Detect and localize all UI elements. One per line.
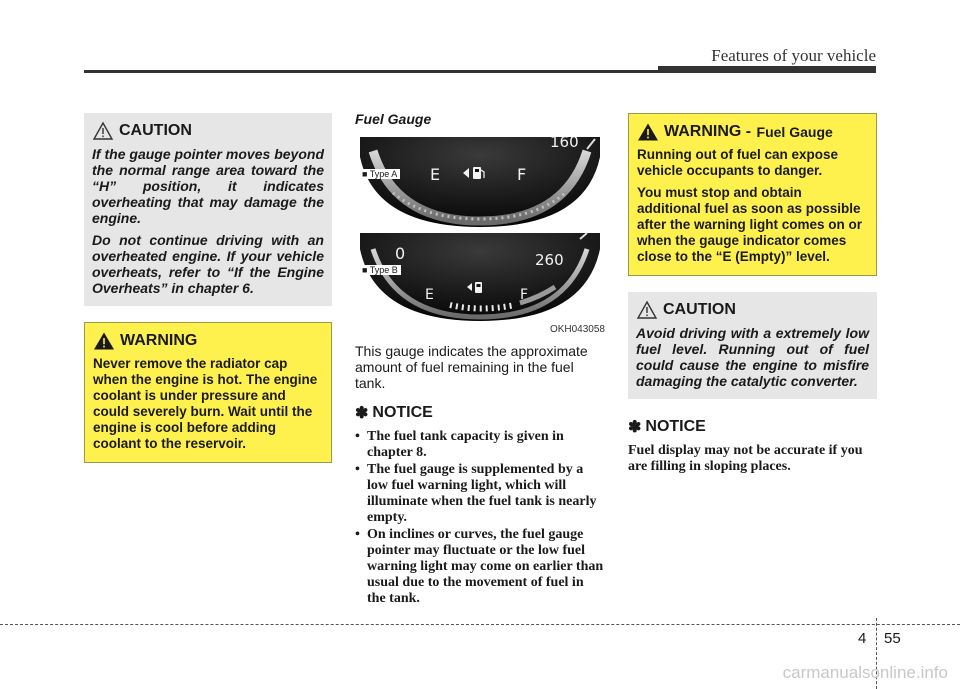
gauge-b-empty-mark: E xyxy=(425,287,434,303)
caution-title-fuel: CAUTION xyxy=(663,301,736,318)
page-number: 55 xyxy=(884,630,901,647)
notice-symbol-icon: ✽ xyxy=(628,419,642,436)
list-item: • On inclines or curves, the fuel gauge pointer may fluctuate or the low fuel warning light may come on earlier than usual due to the movement of fuel in the tank. xyxy=(355,527,605,607)
notice-list xyxy=(355,429,605,607)
fuel-gauge-illustration xyxy=(355,137,605,321)
chapter-number: 4 xyxy=(858,630,867,647)
gauge-a-empty-mark: E xyxy=(430,165,441,184)
list-item: • The fuel gauge is supplemented by a low fuel warning light, which will illuminate when the fuel tank is nearly empty. xyxy=(355,462,605,526)
caution-fuel-text: Avoid driving with a extremely low fuel level. Running out of fuel could cause the engine to misfire damaging the catalytic converter. xyxy=(636,325,869,389)
list-item: • The fuel tank capacity is given in chapter 8. xyxy=(355,429,605,461)
left-column xyxy=(84,113,332,463)
header-rule-accent xyxy=(658,66,876,73)
notice-symbol-icon: ✽ xyxy=(355,405,369,422)
footer-rule xyxy=(0,624,960,625)
notice-title-right: NOTICE xyxy=(645,418,706,435)
caution-paragraph-2: Do not continue driving with an overheated engine. If your vehicle overheats, refer to “If the Engine Overheats” in chapter 6. xyxy=(92,232,324,296)
caution-triangle-icon xyxy=(92,121,114,141)
figure-caption: OKH043058 xyxy=(549,324,605,335)
type-b-label: ■ Type B xyxy=(359,265,401,275)
watermark: carmanualsonline.info xyxy=(782,663,948,682)
caution-title: CAUTION xyxy=(119,122,192,139)
notice-text-right: Fuel display may not be accurate if you are filling in sloping places. xyxy=(628,443,863,474)
warning-fuel-paragraph-2: You must stop and obtain additional fuel as soon as possible after the warning light comes on or when the gauge indicator comes close to the “E (Empty)” level. xyxy=(637,185,863,264)
caution-box-low-fuel xyxy=(628,292,877,399)
notice-title-middle: NOTICE xyxy=(372,404,433,421)
warning-title-fuel: WARNING - xyxy=(664,123,756,140)
middle-column xyxy=(355,111,605,608)
notice-header-right xyxy=(628,417,877,437)
caution-header xyxy=(92,121,324,141)
gauge-b-zero-label: 0 xyxy=(395,244,406,263)
caution-paragraph-1: If the gauge pointer moves beyond the normal range area toward the “H” position, it indicates overheating that may damage the engine. xyxy=(92,146,324,226)
gauge-type-a xyxy=(355,137,605,227)
fuel-gauge-description: This gauge indicates the approximate amount of fuel remaining in the fuel tank. xyxy=(355,343,588,391)
warning-box-radiator xyxy=(84,322,332,463)
right-column xyxy=(628,113,877,475)
gauge-type-b xyxy=(355,233,605,321)
section-title-fuel-gauge: Fuel Gauge xyxy=(355,111,432,127)
gauge-a-speed-label: 160 xyxy=(550,137,579,151)
warning-header xyxy=(93,331,323,351)
warning-text: Never remove the radiator cap when the engine is hot. The engine coolant is under pressure and could severely burn. Wait until the engine is cool before adding coolant to the reservoir. xyxy=(93,356,318,451)
warning-fuel-paragraph-1: Running out of fuel can expose vehicle occupants to danger. xyxy=(637,147,839,178)
caution-triangle-icon xyxy=(636,300,658,320)
gauge-b-full-mark: F xyxy=(520,287,529,303)
gauge-b-speed-label: 260 xyxy=(535,251,564,269)
warning-triangle-icon xyxy=(93,331,115,351)
caution-header-fuel xyxy=(636,300,869,320)
warning-title: WARNING xyxy=(120,332,198,349)
header-title: Features of your vehicle xyxy=(711,46,876,65)
fuel-gauge-figure xyxy=(355,137,605,335)
gauge-a-full-mark: F xyxy=(517,165,527,184)
warning-subtitle-fuel: Fuel Gauge xyxy=(756,124,833,140)
notice-header-middle xyxy=(355,403,605,423)
warning-header-fuel xyxy=(637,122,868,142)
warning-box-fuel xyxy=(628,113,877,276)
warning-triangle-icon xyxy=(637,122,659,142)
caution-box-overheat xyxy=(84,113,332,306)
type-a-label: ■ Type A xyxy=(359,169,400,179)
